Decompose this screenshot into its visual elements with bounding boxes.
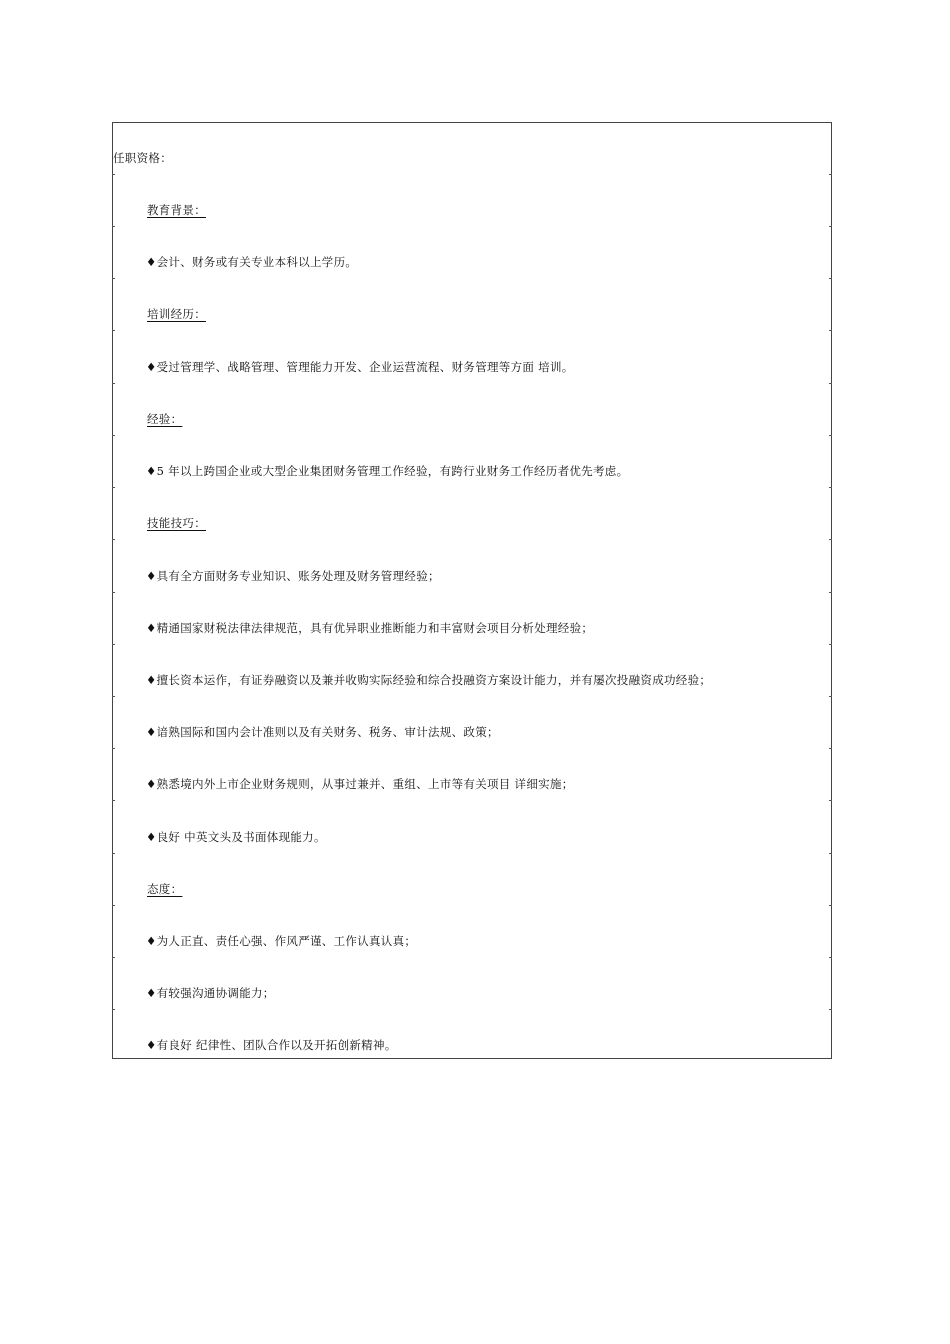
row-divider <box>829 435 832 436</box>
education-label: 教育背景： <box>147 203 206 217</box>
education-item: ♦会计、财务或有关专业本科以上学历。 <box>146 255 358 269</box>
row-divider <box>829 1009 832 1010</box>
row-divider <box>112 174 115 175</box>
row-divider <box>112 957 115 958</box>
row-divider <box>112 696 115 697</box>
attitude-item: ♦有良好 纪律性、团队合作以及开拓创新精神。 <box>146 1038 397 1052</box>
row-divider <box>112 383 115 384</box>
row-divider <box>112 226 115 227</box>
skills-item: ♦精通国家财税法律法律规范，具有优异职业推断能力和丰富财会项目分析处理经验； <box>146 621 594 635</box>
row-divider <box>829 383 832 384</box>
row-divider <box>829 539 832 540</box>
row-divider <box>829 592 832 593</box>
row-divider <box>112 644 115 645</box>
row-divider <box>112 278 115 279</box>
row-divider <box>829 174 832 175</box>
row-divider <box>829 905 832 906</box>
row-divider <box>829 487 832 488</box>
skills-item: ♦擅长资本运作，有证券融资以及兼并收购实际经验和综合投融资方案设计能力，并有屡次投融资成功经验； <box>146 673 712 687</box>
row-divider <box>829 644 832 645</box>
row-divider <box>829 748 832 749</box>
row-divider <box>112 487 115 488</box>
row-divider <box>829 800 832 801</box>
row-divider <box>112 539 115 540</box>
experience-item: ♦5 年以上跨国企业或大型企业集团财务管理工作经验，有跨行业财务工作经历者优先考虑。 <box>146 464 629 478</box>
row-divider <box>112 435 115 436</box>
row-divider <box>112 800 115 801</box>
attitude-item: ♦为人正直、责任心强、作风严谨、工作认真认真； <box>146 934 417 948</box>
row-divider <box>829 696 832 697</box>
row-divider <box>829 330 832 331</box>
attitude-label: 态度： <box>147 882 183 896</box>
row-divider <box>829 226 832 227</box>
row-divider <box>112 592 115 593</box>
skills-item: ♦具有全方面财务专业知识、账务处理及财务管理经验； <box>146 569 440 583</box>
skills-label: 技能技巧： <box>147 516 206 530</box>
skills-item: ♦良好 中英文头及书面体现能力。 <box>146 830 326 844</box>
training-label: 培训经历： <box>147 307 206 321</box>
row-divider <box>112 748 115 749</box>
row-divider <box>829 957 832 958</box>
row-divider <box>829 853 832 854</box>
section-title: 任职资格： <box>113 151 172 165</box>
row-divider <box>112 1009 115 1010</box>
attitude-item: ♦有较强沟通协调能力； <box>146 986 275 1000</box>
row-divider <box>112 330 115 331</box>
row-divider <box>829 278 832 279</box>
row-divider <box>112 905 115 906</box>
training-item: ♦受过管理学、战略管理、管理能力开发、企业运营流程、财务管理等方面 培训。 <box>146 360 574 374</box>
skills-item: ♦熟悉境内外上市企业财务规则，从事过兼并、重组、上市等有关项目 详细实施； <box>146 777 574 791</box>
row-divider <box>112 853 115 854</box>
experience-label: 经验： <box>147 412 183 426</box>
skills-item: ♦谙熟国际和国内会计准则以及有关财务、税务、审计法规、政策； <box>146 725 499 739</box>
